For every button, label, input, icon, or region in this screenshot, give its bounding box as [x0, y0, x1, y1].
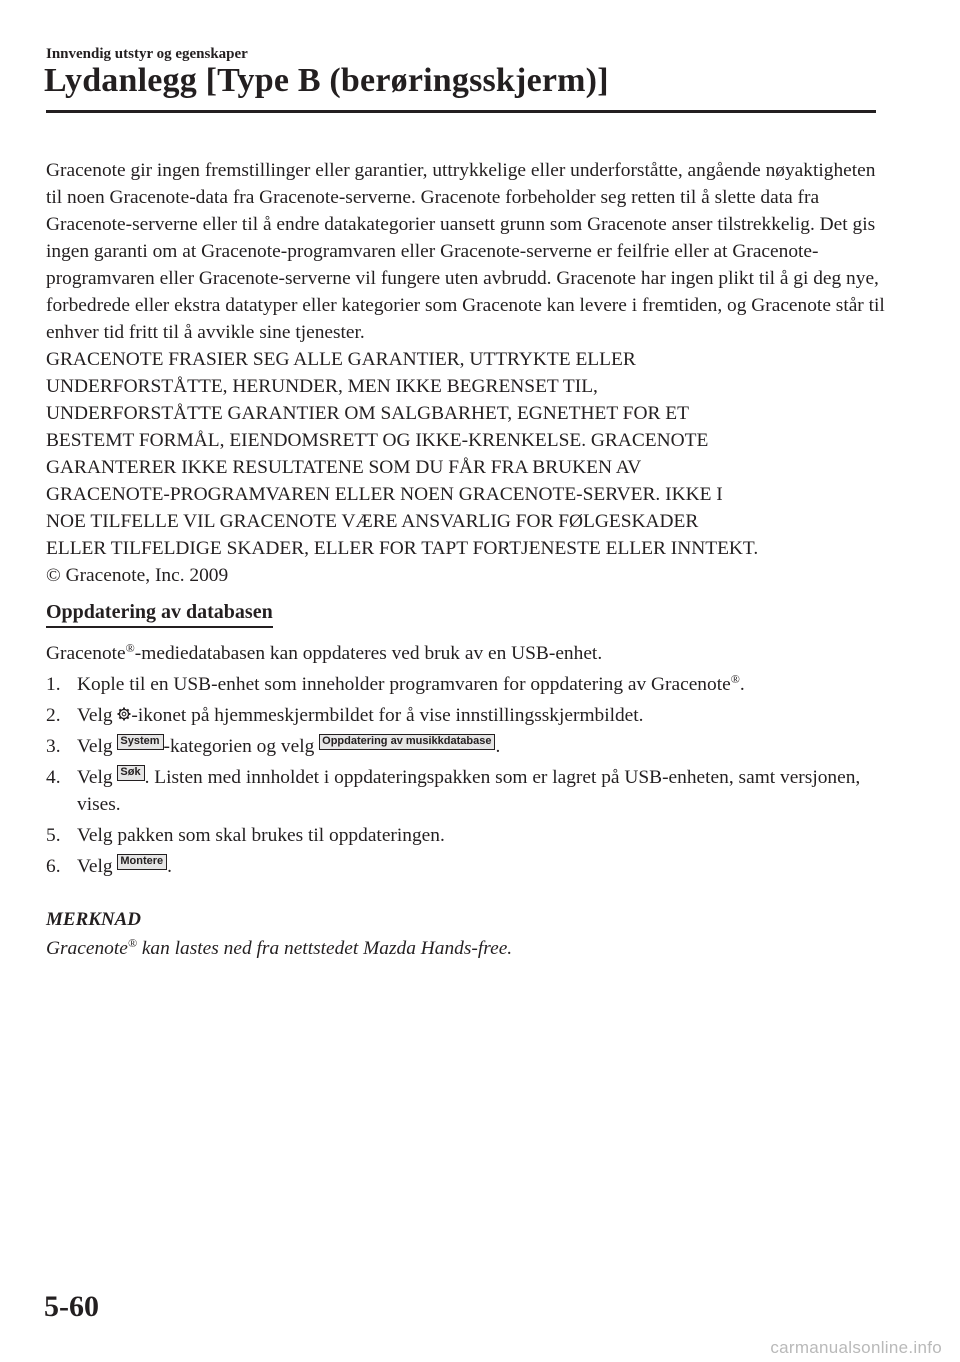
step-6	[46, 853, 891, 880]
step-number: 4.	[46, 767, 61, 788]
copyright-line: © Gracenote, Inc. 2009	[46, 565, 229, 586]
registered-mark: ®	[127, 936, 137, 950]
step-text: -ikonet på hjemmeskjermbildet for å vise innstillingsskjermbildet.	[131, 705, 644, 726]
registered-mark: ®	[125, 641, 135, 655]
note-heading: MERKNAD	[46, 909, 142, 930]
search-button: Søk	[117, 765, 144, 781]
note-body: kan lastes ned fra nettstedet Mazda Hands-free.	[136, 938, 513, 959]
step-end: .	[167, 856, 173, 877]
step-number: 5.	[46, 825, 61, 846]
system-button: System	[117, 734, 163, 750]
step-text: Kople til en USB-enhet som inneholder programvaren for oppdatering av Gracenote	[77, 674, 731, 695]
caps-line: GRACENOTE FRASIER SEG ALLE GARANTIER, UTTRYKTE ELLER	[46, 349, 636, 370]
step-3	[46, 733, 891, 760]
update-music-database-button: Oppdatering av musikkdatabase	[319, 734, 495, 750]
step-text: Velg	[77, 705, 118, 726]
step-5	[46, 822, 891, 849]
update-steps	[46, 671, 891, 880]
step-1	[46, 671, 891, 698]
step-number: 6.	[46, 856, 61, 877]
step-number: 3.	[46, 736, 61, 757]
caps-line: NOE TILFELLE VIL GRACENOTE VÆRE ANSVARLIG FOR FØLGESKADER	[46, 511, 699, 532]
note-text	[46, 935, 891, 962]
step-text: Velg pakken som skal brukes til oppdateringen.	[77, 825, 445, 846]
caps-line: UNDERFORSTÅTTE, HERUNDER, MEN IKKE BEGRENSET TIL,	[46, 376, 598, 397]
intro-text: -mediedatabasen kan oppdateres ved bruk av en USB-enhet.	[134, 643, 603, 664]
disclaimer-paragraph: Gracenote gir ingen fremstillinger eller garantier, uttrykkelige eller underforståtte, angående nøyaktigheten til noen Gracenote-data fra Gracenote-serverne. Gracenote forbeholder seg retten til å slette data fra Gracenote-serverne eller til å endre datakategorier uansett grunn som Gracenote anser tilstrekkelig. Det gis ingen garanti om at Gracenote-programvaren eller Gracenote-serverne er feilfrie eller at Gracenote-programvaren eller Gracenote-serverne vil fungere uten avbrudd. Gracenote har ingen plikt til å gi deg nye, forbedrede eller ekstra datatyper eller kategorier som Gracenote kan levere i fremtiden, og Gracenote står til enhver tid fritt til å avvikle sine tjenester.	[46, 160, 885, 343]
step-text: . Listen med innholdet i oppdateringspakken som er lagret på USB-enheten, samt versjonen, vises.	[77, 767, 861, 815]
caps-line: GARANTERER IKKE RESULTATENE SOM DU FÅR FRA BRUKEN AV	[46, 457, 642, 478]
brand-name: Gracenote	[46, 938, 128, 959]
step-text: -kategorien og velg	[163, 736, 320, 757]
watermark: carmanualsonline.info	[770, 1338, 942, 1357]
registered-mark: ®	[730, 672, 740, 686]
gear-icon	[117, 706, 131, 722]
page-title: Lydanlegg [Type B (berøringsskjerm)]	[44, 62, 609, 99]
title-divider	[46, 110, 876, 113]
step-text: Velg	[77, 736, 118, 757]
step-text: Velg	[77, 856, 118, 877]
update-intro	[46, 640, 891, 667]
step-end: .	[495, 736, 501, 757]
step-text: Velg	[77, 767, 118, 788]
section-label: Innvendig utstyr og egenskaper	[46, 46, 248, 62]
install-button: Montere	[117, 854, 167, 870]
main-content	[46, 157, 891, 962]
step-2	[46, 702, 891, 729]
step-4	[46, 764, 891, 818]
caps-line: UNDERFORSTÅTTE GARANTIER OM SALGBARHET, EGNETHET FOR ET	[46, 403, 689, 424]
caps-line: GRACENOTE-PROGRAMVAREN ELLER NOEN GRACENOTE-SERVER. IKKE I	[46, 484, 723, 505]
step-number: 2.	[46, 705, 61, 726]
update-section-heading: Oppdatering av databasen	[46, 599, 273, 628]
caps-line: BESTEMT FORMÅL, EIENDOMSRETT OG IKKE-KRENKELSE. GRACENOTE	[46, 430, 709, 451]
caps-line: ELLER TILFELDIGE SKADER, ELLER FOR TAPT FORTJENESTE ELLER INNTEKT.	[46, 538, 759, 559]
step-number: 1.	[46, 674, 61, 695]
brand-name: Gracenote	[46, 643, 126, 664]
disclaimer-caps	[46, 346, 891, 562]
step-end: .	[739, 674, 745, 695]
page-number: 5-60	[44, 1290, 99, 1323]
